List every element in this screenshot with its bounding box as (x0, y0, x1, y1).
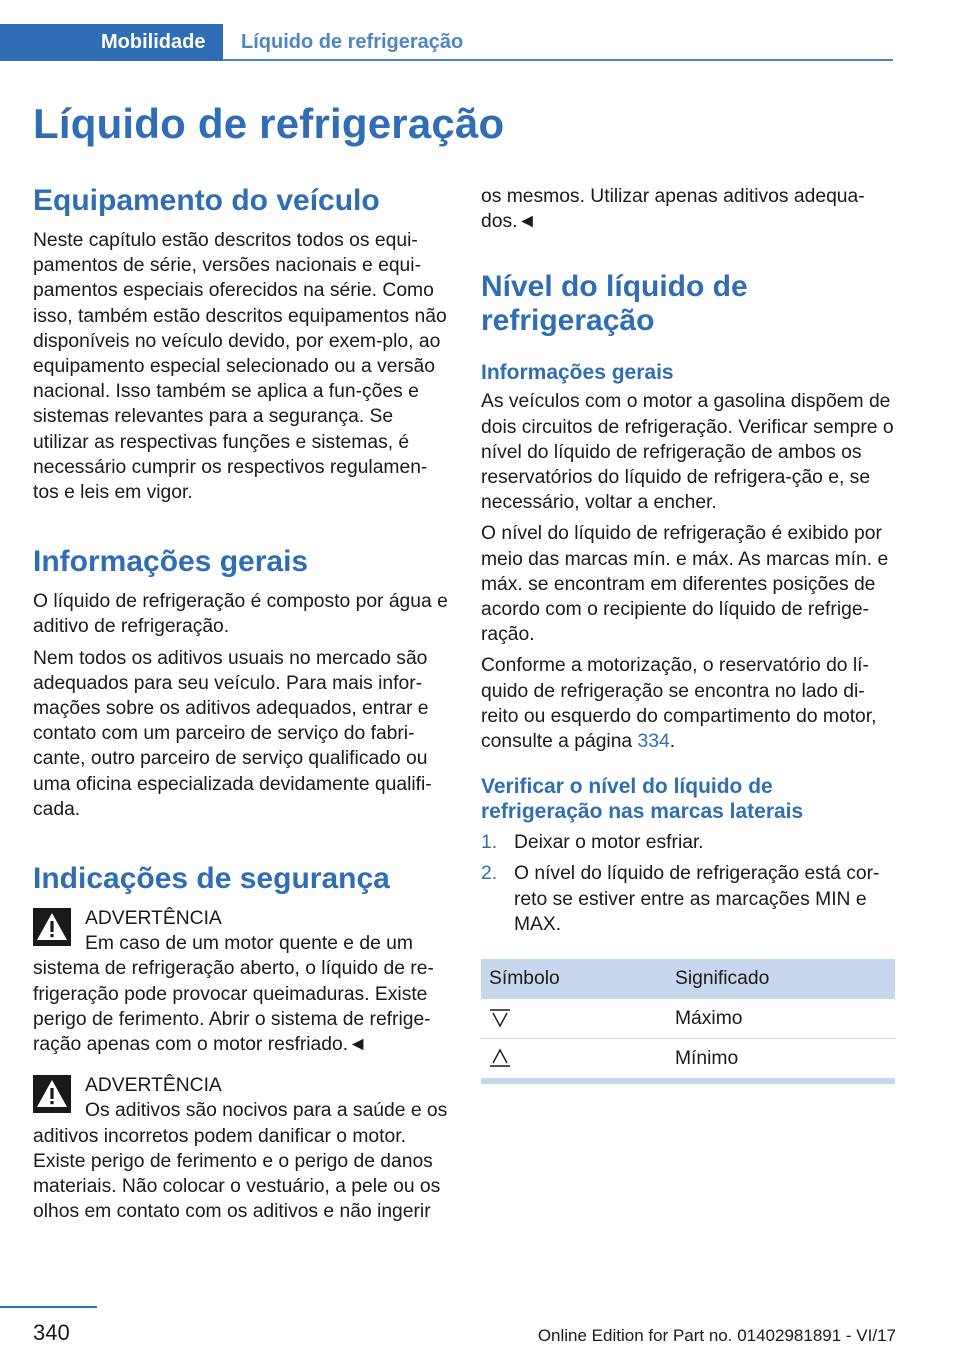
step-text: Deixar o motor esfriar. (514, 832, 704, 854)
table-header-row (481, 959, 895, 999)
coolant-info-p3 (481, 653, 896, 754)
warning-text: Em caso de um motor quente e de um sistema de refrigeração aberto, o líquido de re-frigeração pode provocar queimaduras. Existe perigo de ferimento. Abrir o sistema de refrige-ração apenas com o motor resfriado.◄ (33, 933, 434, 1056)
table-row (481, 1039, 895, 1079)
warning-continuation: os mesmos. Utilizar apenas aditivos adequa-dos.◄ (481, 186, 865, 233)
section-tab[interactable]: Mobilidade (0, 24, 223, 61)
right-column (481, 184, 896, 1084)
table-header-meaning: Significado (675, 959, 895, 999)
coolant-info-p3-text: Conforme a motorização, o reservatório do lí-quido de refrigeração se encontra no lado di-reito ou esquerdo do compartimento do motor, consulte a página (481, 655, 877, 753)
warning-text: Os aditivos são nocivos para a saúde e os aditivos incorretos podem danificar o motor. Existe perigo de ferimento e o perigo de danos materiais. Não colocar o vestuário, a pele ou os olhos em contato com os aditivos e não ingerir (33, 1100, 448, 1223)
table-header-symbol: Símbolo (481, 959, 675, 999)
table-cell-meaning: Máximo (675, 999, 895, 1039)
left-column (33, 184, 448, 1231)
section-title-coolant-level: Nível do líquido de refrigeração (481, 270, 748, 338)
coolant-info-p1: As veículos com o motor a gasolina dispõem de dois circuitos de refrigeração. Verificar sempre o nível do líquido de refrigeração de ambos os reservatórios do líquido de refrigera-ção e, se necessário, voltar a encher. (481, 391, 894, 514)
step-number: 2. (481, 863, 498, 885)
topic-tab[interactable]: Líquido de refrigeração (241, 31, 464, 53)
vehicle-equipment-text: Neste capítulo estão descritos todos os equi-pamentos de série, versões nacionais e equi-pamentos especiais oferecidos na série. Como isso, também estão descritos equipamentos não disponíveis no veículo devido, por exem-plo, ao equipamento especial selecionado ou a versão nacional. Isso também se aplica a fun-ções e sistemas relevantes para a segurança. Se utilizar as respectivas funções e sistemas, é necessário cumprir os respectivos regulamen-tos e leis em vigor. (33, 230, 447, 504)
max-mark-icon (489, 1008, 511, 1028)
section-title-safety: Indicações de segurança (33, 862, 390, 896)
list-item (481, 861, 896, 937)
table-bottom-rule (481, 1079, 895, 1084)
step-text: O nível do líquido de refrigeração está cor-reto se estiver entre as marcações MIN e MAX. (514, 863, 880, 935)
coolant-info-p2: O nível do líquido de refrigeração é exibido por meio das marcas mín. e máx. As marcas mín. e máx. se encontram em diferentes posições de acordo com o recipiente do líquido de refrige-ração. (481, 523, 889, 646)
header-rule (223, 59, 893, 61)
table-cell-meaning: Mínimo (675, 1039, 895, 1079)
subsection-title-check-level: Verificar o nível do líquido de refrigeração nas marcas laterais (481, 775, 804, 824)
warning-heading: ADVERTÊNCIA (85, 908, 222, 930)
warning-icon (33, 908, 71, 946)
symbol-table (481, 959, 895, 1079)
page-number-rule (0, 1306, 97, 1308)
warning-icon (33, 1075, 71, 1113)
header-bar (0, 24, 893, 61)
subsection-title-general-info: Informações gerais (481, 361, 674, 385)
table-row (481, 999, 895, 1039)
coolant-info-p3-end: . (669, 731, 676, 753)
general-info-p2: Nem todos os aditivos usuais no mercado são adequados para seu veículo. Para mais infor-mações sobre os aditivos adequados, entrar e contato com um parceiro de serviço do fabri-cante, outro parceiro de serviço qualificado ou uma oficina especializada devidamente qualifi-cada. (33, 647, 432, 820)
edition-footer: Online Edition for Part no. 01402981891 - VI/17 (537, 1326, 896, 1345)
warning-block-1 (33, 906, 448, 1057)
warning-heading: ADVERTÊNCIA (85, 1075, 222, 1097)
warning-block-2 (33, 1073, 448, 1224)
step-number: 1. (481, 832, 498, 854)
section-title-general-info: Informações gerais (33, 545, 309, 579)
page-number: 340 (33, 1320, 70, 1345)
page-link-334[interactable]: 334 (637, 731, 670, 753)
steps-list (481, 830, 896, 937)
general-info-p1: O líquido de refrigeração é composto por água e aditivo de refrigeração. (33, 591, 448, 638)
min-mark-icon (489, 1048, 511, 1068)
section-title-vehicle-equipment: Equipamento do veículo (33, 184, 380, 217)
page-title: Líquido de refrigeração (33, 100, 505, 147)
list-item (481, 830, 896, 855)
